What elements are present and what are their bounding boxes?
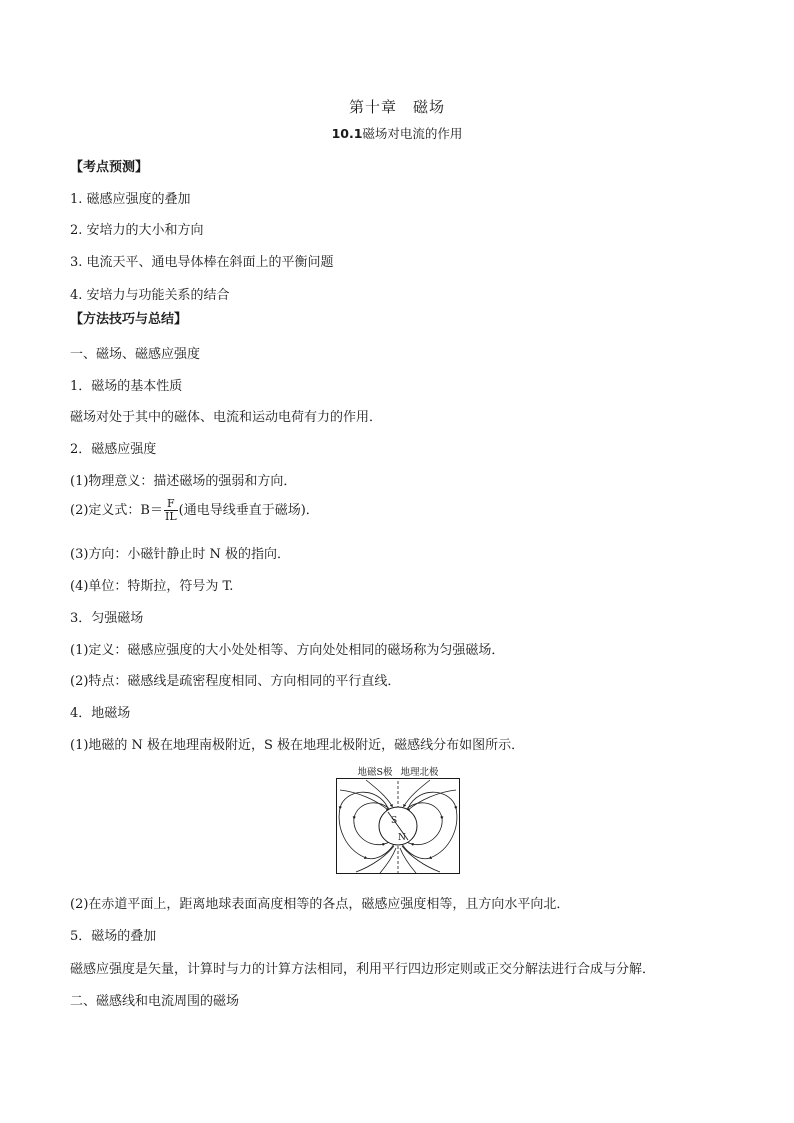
section-title-text: 磁场对电流的作用 xyxy=(362,126,463,141)
s2-unit: (4)单位：特斯拉，符号为 T. xyxy=(70,579,234,594)
forecast-item-3: 3. 电流天平、通电导体棒在斜面上的平衡问题 xyxy=(70,255,334,270)
forecast-item-1: 1. 磁感应强度的叠加 xyxy=(70,192,191,207)
chapter-topic: 磁场 xyxy=(413,98,446,116)
s5-text: 磁感应强度是矢量，计算时与力的计算方法相同，利用平行四边形定则或正交分解法进行合成与分解． xyxy=(70,962,656,977)
s2-title: 2．磁感应强度 xyxy=(70,442,157,457)
s2-def-prefix: (2)定义式：B＝ xyxy=(70,503,163,518)
s4-paragraph-1: (1)地磁的 N 极在地理南极附近，S 极在地理北极附近，磁感线分布如图所示． xyxy=(70,738,525,753)
part-1-heading: 一、磁场、磁感应强度 xyxy=(70,347,201,362)
s5-title: 5．磁场的叠加 xyxy=(70,929,157,944)
formula-numerator: F xyxy=(164,498,178,511)
figure-caption xyxy=(334,764,462,778)
s3-feature: (2)特点：磁感线是疏密程度相同、方向相同的平行直线． xyxy=(70,674,401,689)
formula-fraction xyxy=(164,498,178,523)
chapter-title xyxy=(0,96,794,117)
s4-paragraph-2: (2)在赤道平面上，距离地球表面高度相等的各点，磁感应强度相等，且方向水平向北． xyxy=(70,897,570,912)
chapter-number: 第十章 xyxy=(348,98,397,116)
pole-n-label: N xyxy=(398,833,406,843)
s2-def-suffix: (通电导线垂直于磁场)． xyxy=(178,503,319,518)
s2-definition xyxy=(70,498,319,523)
geomagnetic-field-figure xyxy=(334,764,462,876)
field-lines-diagram xyxy=(336,778,460,874)
s1-text: 磁场对处于其中的磁体、电流和运动电荷有力的作用． xyxy=(70,410,383,425)
s1-title: 1．磁场的基本性质 xyxy=(70,379,183,394)
forecast-heading: 【考点预测】 xyxy=(70,160,149,175)
forecast-item-4: 4. 安培力与功能关系的结合 xyxy=(70,288,230,303)
forecast-item-2: 2. 安培力的大小和方向 xyxy=(70,223,204,238)
pole-s-label: S xyxy=(391,816,398,826)
formula-denominator: IL xyxy=(164,510,177,523)
s3-title: 3．匀强磁场 xyxy=(70,611,144,626)
label-geomagnetic-s: 地磁S极 xyxy=(357,767,393,778)
methods-heading: 【方法技巧与总结】 xyxy=(70,312,188,327)
label-geographic-north: 地理北极 xyxy=(400,767,439,778)
s2-meaning: (1)物理意义：描述磁场的强弱和方向． xyxy=(70,474,297,489)
part-2-heading: 二、磁感线和电流周围的磁场 xyxy=(70,994,240,1009)
s4-title: 4．地磁场 xyxy=(70,706,131,721)
s3-definition: (1)定义：磁感应强度的大小处处相等、方向处处相同的磁场称为匀强磁场． xyxy=(70,643,505,658)
section-number: 10.1 xyxy=(331,126,363,141)
section-title xyxy=(0,124,794,142)
s2-direction: (3)方向：小磁针静止时 N 极的指向． xyxy=(70,547,291,562)
